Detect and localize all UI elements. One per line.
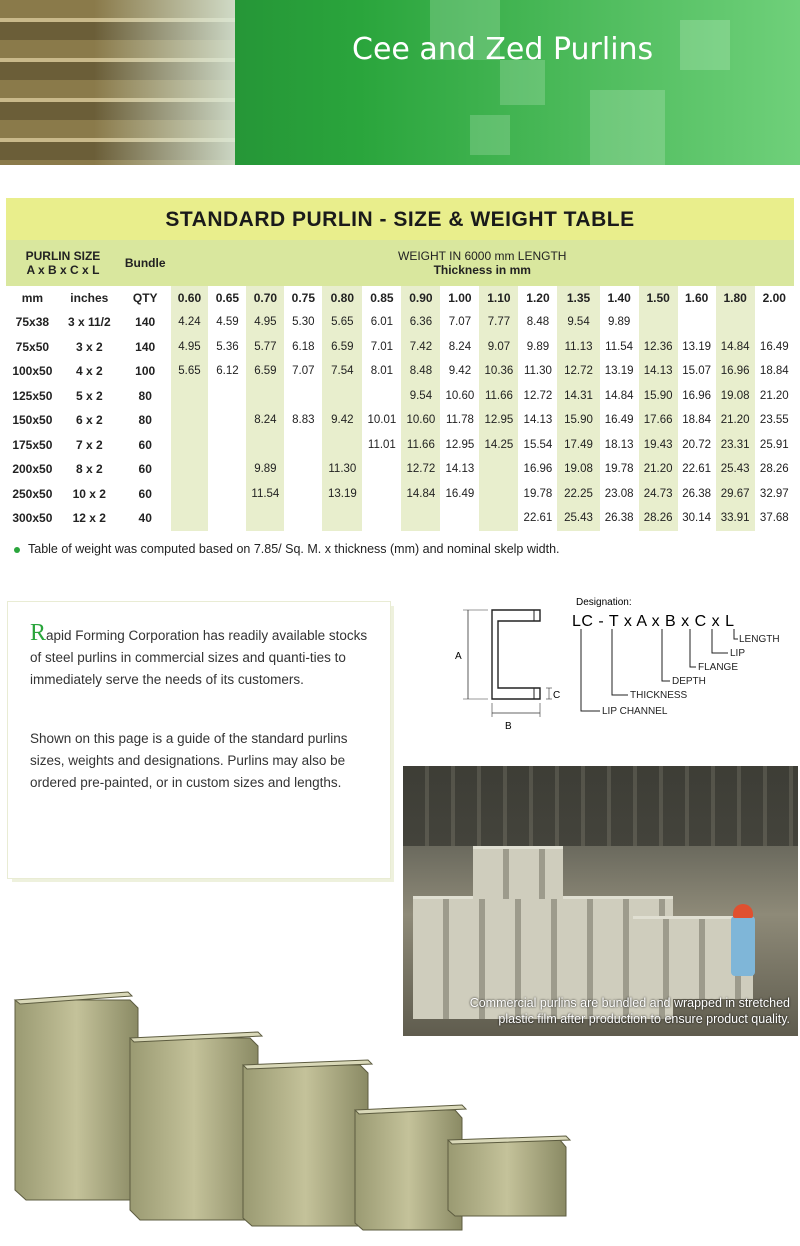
- weight-cell: [246, 506, 284, 531]
- thickness-header: 1.35: [557, 286, 599, 310]
- weight-cell: 11.54: [600, 335, 639, 360]
- flange-label: FLANGE: [698, 662, 739, 673]
- info-box: [8, 602, 390, 878]
- weight-cell: 11.66: [479, 384, 518, 409]
- thickness-header: 0.65: [208, 286, 246, 310]
- weight-cell: [401, 506, 440, 531]
- weight-cell: 6.01: [362, 310, 401, 335]
- weight-cell: [171, 408, 209, 433]
- weight-cell: 6.59: [246, 359, 284, 384]
- weight-cell: 11.01: [362, 433, 401, 458]
- photo-caption: Commercial purlins are bundled and wrapped in stretched plastic film after production to ensure product quality.: [469, 996, 790, 1026]
- table-row: [6, 457, 794, 482]
- weight-cell: 12.95: [440, 433, 479, 458]
- weight-cell: 8.48: [518, 310, 557, 335]
- weight-cell: [322, 506, 362, 531]
- thickness-header: 0.75: [284, 286, 322, 310]
- weight-cell: 16.49: [600, 408, 639, 433]
- weight-cell: 7.07: [440, 310, 479, 335]
- weight-cell: 14.13: [440, 457, 479, 482]
- weight-cell: 32.97: [755, 482, 794, 507]
- length-label: LENGTH: [739, 634, 780, 645]
- weight-cell: 19.78: [600, 457, 639, 482]
- weight-cell: 9.54: [401, 384, 440, 409]
- size-qty-cell: 100: [135, 364, 156, 379]
- weight-cell: [639, 310, 678, 335]
- thickness-header: 1.60: [678, 286, 716, 310]
- dim-c-label: C: [553, 690, 561, 701]
- inches-header: inches: [59, 286, 120, 310]
- weight-cell: 7.77: [479, 310, 518, 335]
- weight-cell: 18.84: [678, 408, 716, 433]
- purlins-illustration: [0, 990, 590, 1241]
- size-inches-cell: 5 x 2: [75, 388, 103, 403]
- weight-cell: 19.08: [557, 457, 599, 482]
- weight-cell: [362, 506, 401, 531]
- weight-cell: [246, 384, 284, 409]
- purlin-size-header: PURLIN SIZE A x B x C x L: [6, 240, 120, 286]
- thickness-header: 0.90: [401, 286, 440, 310]
- weight-cell: 22.25: [557, 482, 599, 507]
- weight-header: WEIGHT IN 6000 mm LENGTH Thickness in mm: [171, 240, 795, 286]
- weight-cell: 6.18: [284, 335, 322, 360]
- weight-cell: 11.13: [557, 335, 599, 360]
- weight-cell: [716, 310, 755, 335]
- thickness-header: 2.00: [755, 286, 794, 310]
- size-qty-cell: 140: [135, 339, 156, 354]
- weight-cell: 14.25: [479, 433, 518, 458]
- table-row: [6, 335, 794, 360]
- lip-label: LIP: [730, 648, 746, 659]
- weight-cell: 8.48: [401, 359, 440, 384]
- thickness-label: THICKNESS: [630, 690, 688, 701]
- weight-cell: [171, 457, 209, 482]
- weight-cell: [362, 457, 401, 482]
- weight-cell: 4.59: [208, 310, 246, 335]
- weight-cell: [440, 506, 479, 531]
- weight-cell: 25.43: [716, 457, 755, 482]
- weight-cell: 15.54: [518, 433, 557, 458]
- table-row: [6, 384, 794, 409]
- dim-a-label: A: [455, 651, 462, 662]
- weight-cell: [171, 482, 209, 507]
- weight-cell: [479, 506, 518, 531]
- weight-cell: 18.84: [755, 359, 794, 384]
- weight-cell: 14.31: [557, 384, 599, 409]
- weight-cell: 13.19: [600, 359, 639, 384]
- table-footnote: Table of weight was computed based on 7.85/ Sq. M. x thickness (mm) and nominal skelp width.: [14, 542, 560, 556]
- weight-cell: 13.19: [678, 335, 716, 360]
- weight-cell: [171, 506, 209, 531]
- weight-cell: 11.30: [322, 457, 362, 482]
- thickness-header: 0.85: [362, 286, 401, 310]
- weight-cell: 21.20: [639, 457, 678, 482]
- bullet-icon: [14, 547, 20, 553]
- weight-cell: 12.36: [639, 335, 678, 360]
- weight-cell: 19.08: [716, 384, 755, 409]
- table-row: [6, 482, 794, 507]
- cee-purlin-diagram: [450, 595, 795, 735]
- size-mm-cell: 200x50: [12, 462, 53, 477]
- weight-cell: 17.49: [557, 433, 599, 458]
- weight-cell: 17.66: [639, 408, 678, 433]
- weight-cell: 22.61: [678, 457, 716, 482]
- weight-cell: [208, 457, 246, 482]
- weight-cell: 8.83: [284, 408, 322, 433]
- weight-cell: 28.26: [639, 506, 678, 531]
- weight-cell: [246, 433, 284, 458]
- weight-cell: 8.01: [362, 359, 401, 384]
- weight-cell: 12.72: [401, 457, 440, 482]
- weight-cell: 14.84: [401, 482, 440, 507]
- size-mm-cell: 300x50: [12, 511, 53, 526]
- weight-cell: 23.31: [716, 433, 755, 458]
- weight-cell: 7.54: [322, 359, 362, 384]
- weight-cell: 25.91: [755, 433, 794, 458]
- weight-cell: [208, 384, 246, 409]
- weight-cell: 19.78: [518, 482, 557, 507]
- dim-b-label: B: [505, 721, 512, 732]
- depth-label: DEPTH: [672, 676, 706, 687]
- header-banner: [0, 0, 800, 165]
- weight-cell: 4.95: [246, 310, 284, 335]
- lip-channel-label: LIP CHANNEL: [602, 706, 668, 717]
- weight-cell: 8.24: [246, 408, 284, 433]
- weight-cell: [171, 384, 209, 409]
- weight-cell: 23.08: [600, 482, 639, 507]
- weight-cell: 22.61: [518, 506, 557, 531]
- page-title: Cee and Zed Purlins: [352, 32, 654, 67]
- weight-cell: 4.95: [171, 335, 209, 360]
- weight-cell: 33.91: [716, 506, 755, 531]
- weight-cell: 21.20: [716, 408, 755, 433]
- weight-cell: 24.73: [639, 482, 678, 507]
- weight-cell: 9.42: [322, 408, 362, 433]
- weight-cell: 14.84: [716, 335, 755, 360]
- weight-cell: 16.49: [440, 482, 479, 507]
- weight-cell: 11.54: [246, 482, 284, 507]
- weight-cell: [284, 506, 322, 531]
- weight-cell: [362, 482, 401, 507]
- size-mm-cell: 250x50: [12, 486, 53, 501]
- weight-cell: 14.13: [639, 359, 678, 384]
- weight-cell: 13.19: [322, 482, 362, 507]
- weight-cell: 23.55: [755, 408, 794, 433]
- size-mm-cell: 175x50: [12, 437, 53, 452]
- weight-cell: 4.24: [171, 310, 209, 335]
- thickness-header: 1.50: [639, 286, 678, 310]
- weight-cell: [171, 433, 209, 458]
- weight-cell: 11.30: [518, 359, 557, 384]
- designation-formula: LC - T x A x B x C x L: [572, 613, 735, 630]
- size-inches-cell: 3 x 11/2: [67, 315, 111, 330]
- weight-cell: [479, 482, 518, 507]
- size-inches-cell: 6 x 2: [75, 413, 103, 428]
- thickness-header: 1.80: [716, 286, 755, 310]
- weight-cell: [208, 482, 246, 507]
- weight-cell: [284, 384, 322, 409]
- thickness-header: 1.00: [440, 286, 479, 310]
- size-inches-cell: 10 x 2: [72, 486, 106, 501]
- weight-cell: 30.14: [678, 506, 716, 531]
- weight-cell: 14.84: [600, 384, 639, 409]
- size-qty-cell: 140: [135, 315, 156, 330]
- guide-paragraph: Shown on this page is a guide of the standard purlins sizes, weights and designations. Purlins may also be ordered pre-painted, or in custom sizes and lengths.: [30, 731, 348, 790]
- table-row: [6, 506, 794, 531]
- size-qty-cell: 60: [138, 437, 152, 452]
- weight-cell: [284, 457, 322, 482]
- size-mm-cell: 125x50: [12, 388, 53, 403]
- weight-cell: 21.20: [755, 384, 794, 409]
- weight-cell: 12.72: [518, 384, 557, 409]
- weight-cell: 9.89: [600, 310, 639, 335]
- weight-cell: 16.96: [716, 359, 755, 384]
- thickness-header: 1.20: [518, 286, 557, 310]
- qty-header: QTY: [120, 286, 171, 310]
- size-mm-cell: 75x38: [15, 315, 50, 330]
- thickness-header: 1.40: [600, 286, 639, 310]
- weight-cell: [284, 433, 322, 458]
- weight-cell: 7.07: [284, 359, 322, 384]
- mm-header: mm: [6, 286, 59, 310]
- weight-cell: 14.13: [518, 408, 557, 433]
- weight-cell: 19.43: [639, 433, 678, 458]
- thickness-header: 0.60: [171, 286, 209, 310]
- thickness-header: 0.70: [246, 286, 284, 310]
- size-mm-cell: 150x50: [12, 413, 53, 428]
- weight-cell: 37.68: [755, 506, 794, 531]
- weight-cell: [755, 310, 794, 335]
- weight-cell: 16.96: [518, 457, 557, 482]
- intro-paragraph: Rapid Forming Corporation has readily available stocks of steel purlins in commercial sizes and quanti-ties to immediately serve the needs of its customers.: [30, 620, 368, 687]
- designation-label: Designation:: [576, 597, 632, 608]
- weight-cell: 15.90: [557, 408, 599, 433]
- weight-cell: 20.72: [678, 433, 716, 458]
- table-row: [6, 310, 794, 335]
- weight-cell: 6.36: [401, 310, 440, 335]
- weight-cell: 28.26: [755, 457, 794, 482]
- weight-cell: 26.38: [678, 482, 716, 507]
- weight-cell: 5.77: [246, 335, 284, 360]
- weight-cell: 5.65: [322, 310, 362, 335]
- weight-cell: [208, 433, 246, 458]
- size-qty-cell: 80: [138, 388, 152, 403]
- weight-cell: 11.66: [401, 433, 440, 458]
- weight-cell: 26.38: [600, 506, 639, 531]
- thickness-header: 0.80: [322, 286, 362, 310]
- weight-cell: 9.07: [479, 335, 518, 360]
- weight-cell: 6.12: [208, 359, 246, 384]
- purlin-bundle-photo: [0, 0, 235, 165]
- weight-cell: 11.78: [440, 408, 479, 433]
- size-inches-cell: 8 x 2: [75, 462, 103, 477]
- weight-cell: 5.65: [171, 359, 209, 384]
- designation-diagram: [450, 595, 795, 735]
- weight-cell: 6.59: [322, 335, 362, 360]
- weight-cell: 5.36: [208, 335, 246, 360]
- weight-cell: 10.36: [479, 359, 518, 384]
- weight-cell: 15.07: [678, 359, 716, 384]
- size-qty-cell: 80: [138, 413, 152, 428]
- weight-cell: 10.60: [401, 408, 440, 433]
- table-row: [6, 359, 794, 384]
- size-qty-cell: 60: [138, 462, 152, 477]
- weight-cell: 12.95: [479, 408, 518, 433]
- weight-cell: [479, 457, 518, 482]
- weight-cell: 16.96: [678, 384, 716, 409]
- weight-cell: 10.60: [440, 384, 479, 409]
- purlin-weight-table: [6, 198, 794, 531]
- bundle-header: Bundle: [120, 240, 171, 286]
- weight-cell: 16.49: [755, 335, 794, 360]
- thickness-header: 1.10: [479, 286, 518, 310]
- weight-cell: 29.67: [716, 482, 755, 507]
- size-inches-cell: 3 x 2: [75, 339, 103, 354]
- weight-cell: 9.42: [440, 359, 479, 384]
- size-inches-cell: 4 x 2: [75, 364, 103, 379]
- weight-cell: 25.43: [557, 506, 599, 531]
- weight-cell: 7.42: [401, 335, 440, 360]
- size-mm-cell: 75x50: [15, 339, 50, 354]
- weight-cell: 10.01: [362, 408, 401, 433]
- weight-cell: 12.72: [557, 359, 599, 384]
- weight-cell: 15.90: [639, 384, 678, 409]
- weight-cell: 9.54: [557, 310, 599, 335]
- table-title: STANDARD PURLIN - SIZE & WEIGHT TABLE: [6, 198, 794, 240]
- size-qty-cell: 60: [138, 486, 152, 501]
- size-inches-cell: 12 x 2: [72, 511, 106, 526]
- weight-cell: [322, 433, 362, 458]
- size-qty-cell: 40: [138, 511, 152, 526]
- weight-cell: [322, 384, 362, 409]
- weight-cell: 8.24: [440, 335, 479, 360]
- weight-cell: [208, 506, 246, 531]
- weight-cell: 9.89: [246, 457, 284, 482]
- weight-cell: [208, 408, 246, 433]
- weight-cell: [362, 384, 401, 409]
- weight-cell: [284, 482, 322, 507]
- table-row: [6, 408, 794, 433]
- weight-cell: [678, 310, 716, 335]
- table-row: [6, 433, 794, 458]
- weight-cell: 9.89: [518, 335, 557, 360]
- size-mm-cell: 100x50: [12, 364, 53, 379]
- weight-cell: 5.30: [284, 310, 322, 335]
- weight-cell: 18.13: [600, 433, 639, 458]
- weight-cell: 7.01: [362, 335, 401, 360]
- size-inches-cell: 7 x 2: [75, 437, 103, 452]
